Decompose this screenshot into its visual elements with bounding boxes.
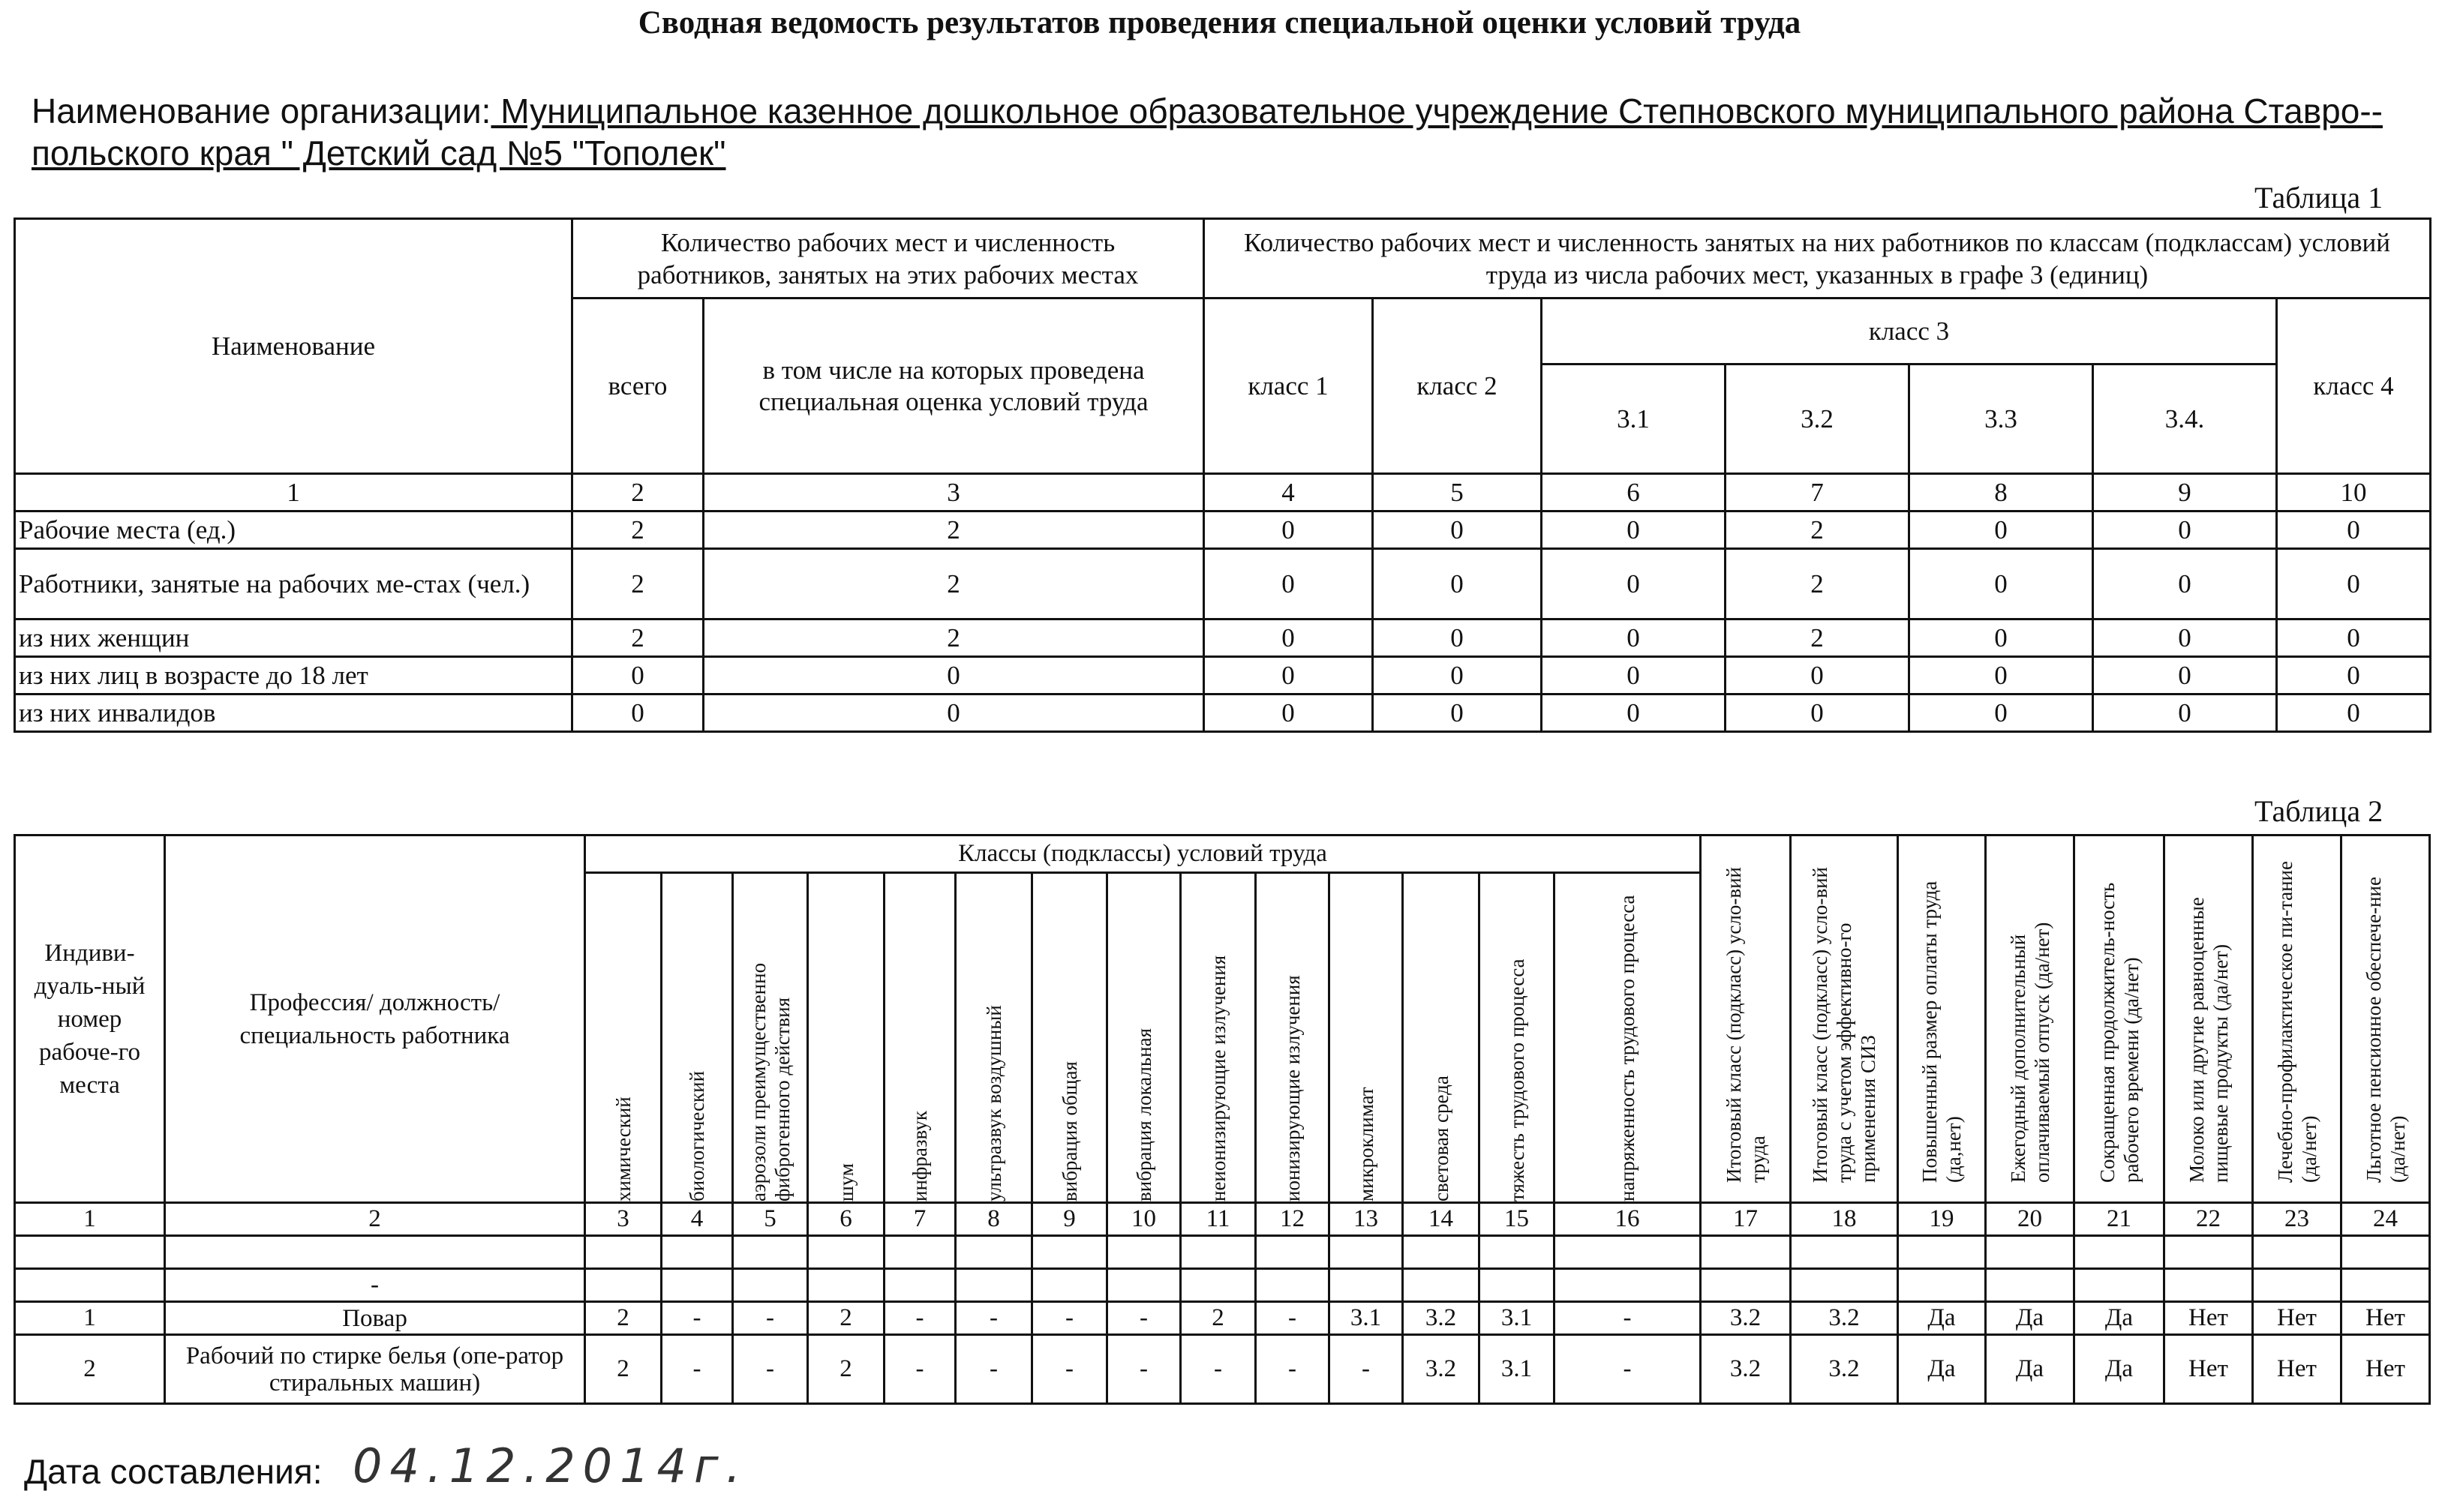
t2-cell: -	[1256, 1335, 1329, 1404]
t2-empty-cell	[1032, 1269, 1107, 1302]
t2-header-factor-text: неионизирующие излучения	[1206, 955, 1230, 1202]
t2-header-outcome-text: Итоговый класс (подкласс) усло-вий труда	[1722, 866, 1769, 1183]
t2-header-factor	[885, 873, 956, 1203]
t2-cell: -	[1181, 1335, 1256, 1404]
t1-colnum: 3	[704, 474, 1204, 512]
t1-cell: 0	[1204, 512, 1373, 549]
t2-colnum: 1	[15, 1203, 165, 1236]
t1-header-total: всего	[572, 298, 704, 474]
t2-empty-cell	[585, 1269, 662, 1302]
table1-caption: Таблица 1	[2254, 181, 2383, 214]
t2-header-outcome-text: Повышенный размер оплаты труда (да,нет)	[1918, 880, 1965, 1183]
t1-cell: 0	[2093, 512, 2277, 549]
t1-header-name: Наименование	[15, 219, 572, 474]
t2-cell: 3.2	[1403, 1335, 1479, 1404]
t2-colnum: 4	[662, 1203, 733, 1236]
t2-colnum: 2	[165, 1203, 585, 1236]
t2-header-classes: Классы (подклассы) условий труда	[585, 836, 1701, 873]
t2-empty-cell	[1403, 1236, 1479, 1269]
t2-colnum: 24	[2341, 1203, 2430, 1236]
t1-cell: 0	[1909, 657, 2093, 694]
t2-empty-cell	[1701, 1269, 1791, 1302]
t2-header-factor-text: инфразвук	[909, 1110, 931, 1202]
t1-header-assessed: в том числе на которых проведена специальная оценка условий труда	[704, 298, 1204, 474]
table-row	[15, 1302, 2430, 1335]
t2-cell: Да	[1898, 1335, 1986, 1404]
t2-cell: 3.1	[1479, 1302, 1554, 1335]
t2-empty-cell	[1898, 1269, 1986, 1302]
t2-empty-cell	[1107, 1269, 1181, 1302]
t2-cell: -	[885, 1302, 956, 1335]
t1-cell: 0	[572, 694, 704, 732]
t1-cell: 2	[1726, 549, 1909, 620]
t2-cell: -	[1554, 1335, 1701, 1404]
t2-empty-cell	[1256, 1269, 1329, 1302]
t2-row-profession: Повар	[165, 1302, 585, 1335]
t2-cell: 3.2	[1791, 1302, 1898, 1335]
t2-dash-cell: -	[165, 1269, 585, 1302]
t2-empty-cell	[1256, 1236, 1329, 1269]
t2-cell: -	[662, 1302, 733, 1335]
t2-header-outcome	[2164, 836, 2253, 1203]
t1-colnum: 7	[1726, 474, 1909, 512]
t1-cell: 0	[2277, 512, 2431, 549]
t1-cell: 0	[704, 694, 1204, 732]
t2-empty-cell	[2253, 1236, 2341, 1269]
t2-cell: -	[1256, 1302, 1329, 1335]
t2-header-factor-text: тяжесть трудового процесса	[1505, 958, 1528, 1202]
t2-header-factor	[662, 873, 733, 1203]
t1-cell: 0	[1204, 657, 1373, 694]
summary-table	[14, 218, 2431, 733]
t2-header-outcome	[1701, 836, 1791, 1203]
t1-cell: 2	[704, 512, 1204, 549]
t1-cell: 0	[1373, 549, 1542, 620]
t1-row-name: Работники, занятые на рабочих ме-стах (чел.)	[15, 549, 572, 620]
t1-cell: 2	[1726, 512, 1909, 549]
t1-cell: 0	[1373, 512, 1542, 549]
t2-cell: Нет	[2164, 1335, 2253, 1404]
t2-cell: -	[956, 1335, 1032, 1404]
t2-row-profession: Рабочий по стирке белья (опе-ратор стиральных машин)	[165, 1335, 585, 1404]
t2-cell: 2	[1181, 1302, 1256, 1335]
t1-cell: 2	[572, 620, 704, 657]
t2-cell: 3.2	[1701, 1335, 1791, 1404]
t2-cell: -	[1032, 1335, 1107, 1404]
t1-colnum: 8	[1909, 474, 2093, 512]
t2-header-outcome-text: Молоко или другие равноценные пищевые продукты (да/нет)	[2185, 896, 2232, 1183]
t2-header-outcome-text: Ежегодный дополнительный оплачиваемый отпуск (да/нет)	[2006, 922, 2053, 1183]
t2-empty-cell	[1479, 1236, 1554, 1269]
t2-cell: -	[885, 1335, 956, 1404]
t2-header-outcome	[2253, 836, 2341, 1203]
table-row	[15, 620, 2431, 657]
t2-empty-cell	[1791, 1236, 1898, 1269]
t1-cell: 0	[1542, 694, 1726, 732]
date-label: Дата составления:	[24, 1452, 323, 1491]
t2-header-factor-text: ультразвук воздушный	[982, 1004, 1005, 1202]
t2-cell: 2	[808, 1335, 885, 1404]
t1-header-class1: класс 1	[1204, 298, 1373, 474]
t2-header-outcome-text: Лечебно-профилактическое пи-тание (да/нет)	[2273, 860, 2320, 1183]
t2-cell: Нет	[2341, 1302, 2430, 1335]
t1-cell: 2	[572, 512, 704, 549]
t2-colnum: 13	[1329, 1203, 1403, 1236]
t2-header-factor-text: напряженность трудового процесса	[1616, 894, 1639, 1202]
t2-empty-cell	[1554, 1236, 1701, 1269]
t2-cell: -	[1032, 1302, 1107, 1335]
t1-cell: 2	[704, 549, 1204, 620]
t2-empty-cell	[808, 1269, 885, 1302]
t1-colnum: 4	[1204, 474, 1373, 512]
t2-colnum: 14	[1403, 1203, 1479, 1236]
t2-colnum: 21	[2074, 1203, 2164, 1236]
table-row	[15, 512, 2431, 549]
t1-cell: 0	[2277, 694, 2431, 732]
t2-cell: Да	[1986, 1335, 2074, 1404]
table-row	[15, 694, 2431, 732]
t2-empty-cell	[885, 1236, 956, 1269]
t1-cell: 0	[1542, 657, 1726, 694]
t2-header-outcome	[2074, 836, 2164, 1203]
t2-empty-cell	[956, 1236, 1032, 1269]
t2-empty-cell	[2074, 1236, 2164, 1269]
t2-cell: -	[1329, 1335, 1403, 1404]
t2-empty-cell	[733, 1236, 808, 1269]
t2-cell: -	[662, 1335, 733, 1404]
t1-colnum: 6	[1542, 474, 1726, 512]
t2-colnum: 5	[733, 1203, 808, 1236]
t2-header-factor-text: биологический	[686, 1070, 708, 1202]
workplace-table	[14, 834, 2431, 1405]
t2-empty-cell	[1479, 1269, 1554, 1302]
t2-header-factor-text: вибрация локальная	[1132, 1028, 1155, 1202]
date-value-handwritten: 04.12.2014г.	[353, 1438, 749, 1493]
t1-cell: 0	[1542, 620, 1726, 657]
t2-cell: 2	[808, 1302, 885, 1335]
t2-empty-cell	[1701, 1236, 1791, 1269]
t2-empty-cell	[2341, 1269, 2430, 1302]
t2-header-factor-text: шум	[834, 1162, 858, 1202]
t2-empty-cell	[1791, 1269, 1898, 1302]
t1-row-name: из них лиц в возрасте до 18 лет	[15, 657, 572, 694]
t2-empty-cell	[885, 1269, 956, 1302]
t2-empty-cell	[1329, 1236, 1403, 1269]
t2-colnum: 18	[1791, 1203, 1898, 1236]
t2-row-id: 2	[15, 1335, 165, 1404]
t2-header-factor	[1181, 873, 1256, 1203]
t2-cell: 3.2	[1701, 1302, 1791, 1335]
t2-cell: -	[1107, 1335, 1181, 1404]
organization-line	[32, 90, 2402, 174]
t1-cell: 0	[1204, 620, 1373, 657]
t2-empty-cell	[1329, 1269, 1403, 1302]
t2-cell: 3.2	[1403, 1302, 1479, 1335]
t1-header-class2: класс 2	[1373, 298, 1542, 474]
t1-cell: 0	[2277, 620, 2431, 657]
t1-cell: 0	[2093, 694, 2277, 732]
t2-colnum: 17	[1701, 1203, 1791, 1236]
t2-empty-cell	[15, 1236, 165, 1269]
t2-empty-cell	[1986, 1236, 2074, 1269]
t1-cell: 0	[2277, 549, 2431, 620]
t2-cell: Нет	[2164, 1302, 2253, 1335]
t1-cell: 0	[1373, 694, 1542, 732]
t1-header-workplaces: Количество рабочих мест и численность работников, занятых на этих рабочих местах	[572, 219, 1204, 298]
t2-header-factor	[808, 873, 885, 1203]
t2-header-factor	[1256, 873, 1329, 1203]
t1-colnum: 9	[2093, 474, 2277, 512]
t1-cell: 0	[1373, 620, 1542, 657]
t2-header-outcome	[1986, 836, 2074, 1203]
t2-cell: -	[1554, 1302, 1701, 1335]
t2-colnum: 11	[1181, 1203, 1256, 1236]
t1-colnum: 10	[2277, 474, 2431, 512]
t2-header-factor-text: микроклимат	[1354, 1086, 1377, 1202]
t1-cell: 0	[1909, 549, 2093, 620]
t2-cell: -	[733, 1335, 808, 1404]
t1-row-name: Рабочие места (ед.)	[15, 512, 572, 549]
t2-cell: Нет	[2341, 1335, 2430, 1404]
t2-cell: Да	[1898, 1302, 1986, 1335]
t2-colnum: 16	[1554, 1203, 1701, 1236]
t1-cell: 2	[704, 620, 1204, 657]
t2-empty-cell	[808, 1236, 885, 1269]
t2-empty-cell	[956, 1269, 1032, 1302]
table-row	[15, 657, 2431, 694]
t2-empty-cell	[662, 1269, 733, 1302]
t2-header-factor	[1107, 873, 1181, 1203]
table-row	[15, 549, 2431, 620]
t1-cell: 0	[1373, 657, 1542, 694]
t1-cell: 0	[1204, 549, 1373, 620]
t1-cell: 0	[1726, 694, 1909, 732]
t1-cell: 0	[1909, 512, 2093, 549]
t1-cell: 0	[2277, 657, 2431, 694]
t2-colnum: 9	[1032, 1203, 1107, 1236]
t2-header-factor	[733, 873, 808, 1203]
table2-caption: Таблица 2	[2254, 794, 2383, 828]
t2-empty-cell	[2164, 1236, 2253, 1269]
t2-empty-cell	[1986, 1269, 2074, 1302]
t1-header-sub32: 3.2	[1726, 364, 1909, 474]
t2-header-id: Индиви-дуаль-ный номер рабоче-го места	[15, 836, 165, 1203]
t2-colnum: 6	[808, 1203, 885, 1236]
t2-cell: 3.1	[1479, 1335, 1554, 1404]
organization-label: Наименование организации:	[32, 92, 491, 130]
t1-cell: 0	[1542, 512, 1726, 549]
t2-empty-cell	[1181, 1236, 1256, 1269]
organization-name: Муниципальное казенное дошкольное образовательное учреждение Степновского муниципального района Ставро-польского края " Детский сад №5 "Тополек"	[32, 92, 2383, 172]
t2-empty-cell	[1107, 1236, 1181, 1269]
t2-cell: -	[1107, 1302, 1181, 1335]
t2-empty-cell	[585, 1236, 662, 1269]
t2-header-factor	[1479, 873, 1554, 1203]
t1-header-classes: Количество рабочих мест и численность занятых на них работников по классам (подклассам) условий труда из числа рабочих мест, указанных в графе 3 (единиц)	[1204, 219, 2431, 298]
t2-empty-cell	[1032, 1236, 1107, 1269]
t2-cell: 3.2	[1791, 1335, 1898, 1404]
t1-cell: 2	[572, 549, 704, 620]
t2-cell: -	[956, 1302, 1032, 1335]
t2-colnum: 19	[1898, 1203, 1986, 1236]
t1-cell: 0	[572, 657, 704, 694]
t2-empty-cell	[2253, 1269, 2341, 1302]
t2-header-outcome-text: Сокращенная продолжитель-ность рабочего времени (да/нет)	[2095, 882, 2143, 1183]
t1-cell: 0	[704, 657, 1204, 694]
t2-colnum: 15	[1479, 1203, 1554, 1236]
t2-header-factor	[585, 873, 662, 1203]
t2-empty-cell	[662, 1236, 733, 1269]
t2-empty-cell	[2341, 1236, 2430, 1269]
t1-cell: 0	[2093, 620, 2277, 657]
t2-header-factor-text: вибрация общая	[1058, 1060, 1081, 1202]
t2-empty-cell	[1403, 1269, 1479, 1302]
t1-cell: 0	[1542, 549, 1726, 620]
t1-row-name: из них женщин	[15, 620, 572, 657]
t2-cell: Нет	[2253, 1302, 2341, 1335]
t2-empty-cell	[1898, 1236, 1986, 1269]
t1-cell: 0	[1726, 657, 1909, 694]
t2-empty-cell	[15, 1269, 165, 1302]
t2-cell: Да	[2074, 1302, 2164, 1335]
t2-cell: Да	[2074, 1335, 2164, 1404]
t2-colnum: 23	[2253, 1203, 2341, 1236]
t2-colnum: 22	[2164, 1203, 2253, 1236]
t2-header-factor	[956, 873, 1032, 1203]
t2-header-outcome	[2341, 836, 2430, 1203]
t2-header-outcome-text: Итоговый класс (подкласс) усло-вий труда с учетом эффективно-го применения СИЗ	[1809, 866, 1879, 1183]
t2-empty-cell	[1181, 1269, 1256, 1302]
t2-cell: Нет	[2253, 1335, 2341, 1404]
table-row	[15, 1335, 2430, 1404]
t2-colnum: 8	[956, 1203, 1032, 1236]
t1-cell: 0	[2093, 657, 2277, 694]
t2-colnum: 7	[885, 1203, 956, 1236]
t2-header-factor	[1403, 873, 1479, 1203]
t2-empty-cell	[165, 1236, 585, 1269]
t1-colnum: 1	[15, 474, 572, 512]
t1-header-class4: класс 4	[2277, 298, 2431, 474]
t1-colnum: 2	[572, 474, 704, 512]
t1-header-sub33: 3.3	[1909, 364, 2093, 474]
t1-row-name: из них инвалидов	[15, 694, 572, 732]
t2-header-outcome	[1898, 836, 1986, 1203]
t1-cell: 0	[1909, 620, 2093, 657]
t1-colnum: 5	[1373, 474, 1542, 512]
t2-header-factor-text: аэрозоли преимущественно фиброгенного действия	[746, 962, 794, 1202]
t1-cell: 0	[1909, 694, 2093, 732]
t2-cell: -	[733, 1302, 808, 1335]
t2-empty-cell	[2164, 1269, 2253, 1302]
t2-cell: 2	[585, 1302, 662, 1335]
t2-row-id: 1	[15, 1302, 165, 1335]
t1-cell: 2	[1726, 620, 1909, 657]
t1-header-class3: класс 3	[1542, 298, 2277, 364]
t1-header-sub34: 3.4.	[2093, 364, 2277, 474]
t2-empty-cell	[2074, 1269, 2164, 1302]
t2-header-factor-text: световая среда	[1429, 1075, 1452, 1202]
t2-cell: Да	[1986, 1302, 2074, 1335]
t2-header-outcome-text: Льготное пенсионное обеспече-ние (да/нет)	[2362, 876, 2409, 1183]
t2-empty-cell	[1554, 1269, 1701, 1302]
t2-cell: 2	[585, 1335, 662, 1404]
t2-header-factor	[1329, 873, 1403, 1203]
t1-header-sub31: 3.1	[1542, 364, 1726, 474]
t1-column-numbers	[15, 474, 2431, 512]
t2-empty-cell	[733, 1269, 808, 1302]
t1-cell: 0	[2093, 549, 2277, 620]
t2-header-factor-text: химический	[611, 1096, 635, 1202]
t1-cell: 0	[1204, 694, 1373, 732]
t2-colnum: 3	[585, 1203, 662, 1236]
t2-header-factor	[1032, 873, 1107, 1203]
t2-header-profession: Профессия/ должность/ специальность работника	[165, 836, 585, 1203]
t2-header-factor-text: ионизирующие излучения	[1281, 974, 1304, 1202]
t2-header-factor	[1554, 873, 1701, 1203]
t2-cell: 3.1	[1329, 1302, 1403, 1335]
t2-colnum: 20	[1986, 1203, 2074, 1236]
t2-colnum: 12	[1256, 1203, 1329, 1236]
document-title: Сводная ведомость результатов проведения специальной оценки условий труда	[638, 5, 1801, 40]
t2-colnum: 10	[1107, 1203, 1181, 1236]
t2-header-outcome	[1791, 836, 1898, 1203]
